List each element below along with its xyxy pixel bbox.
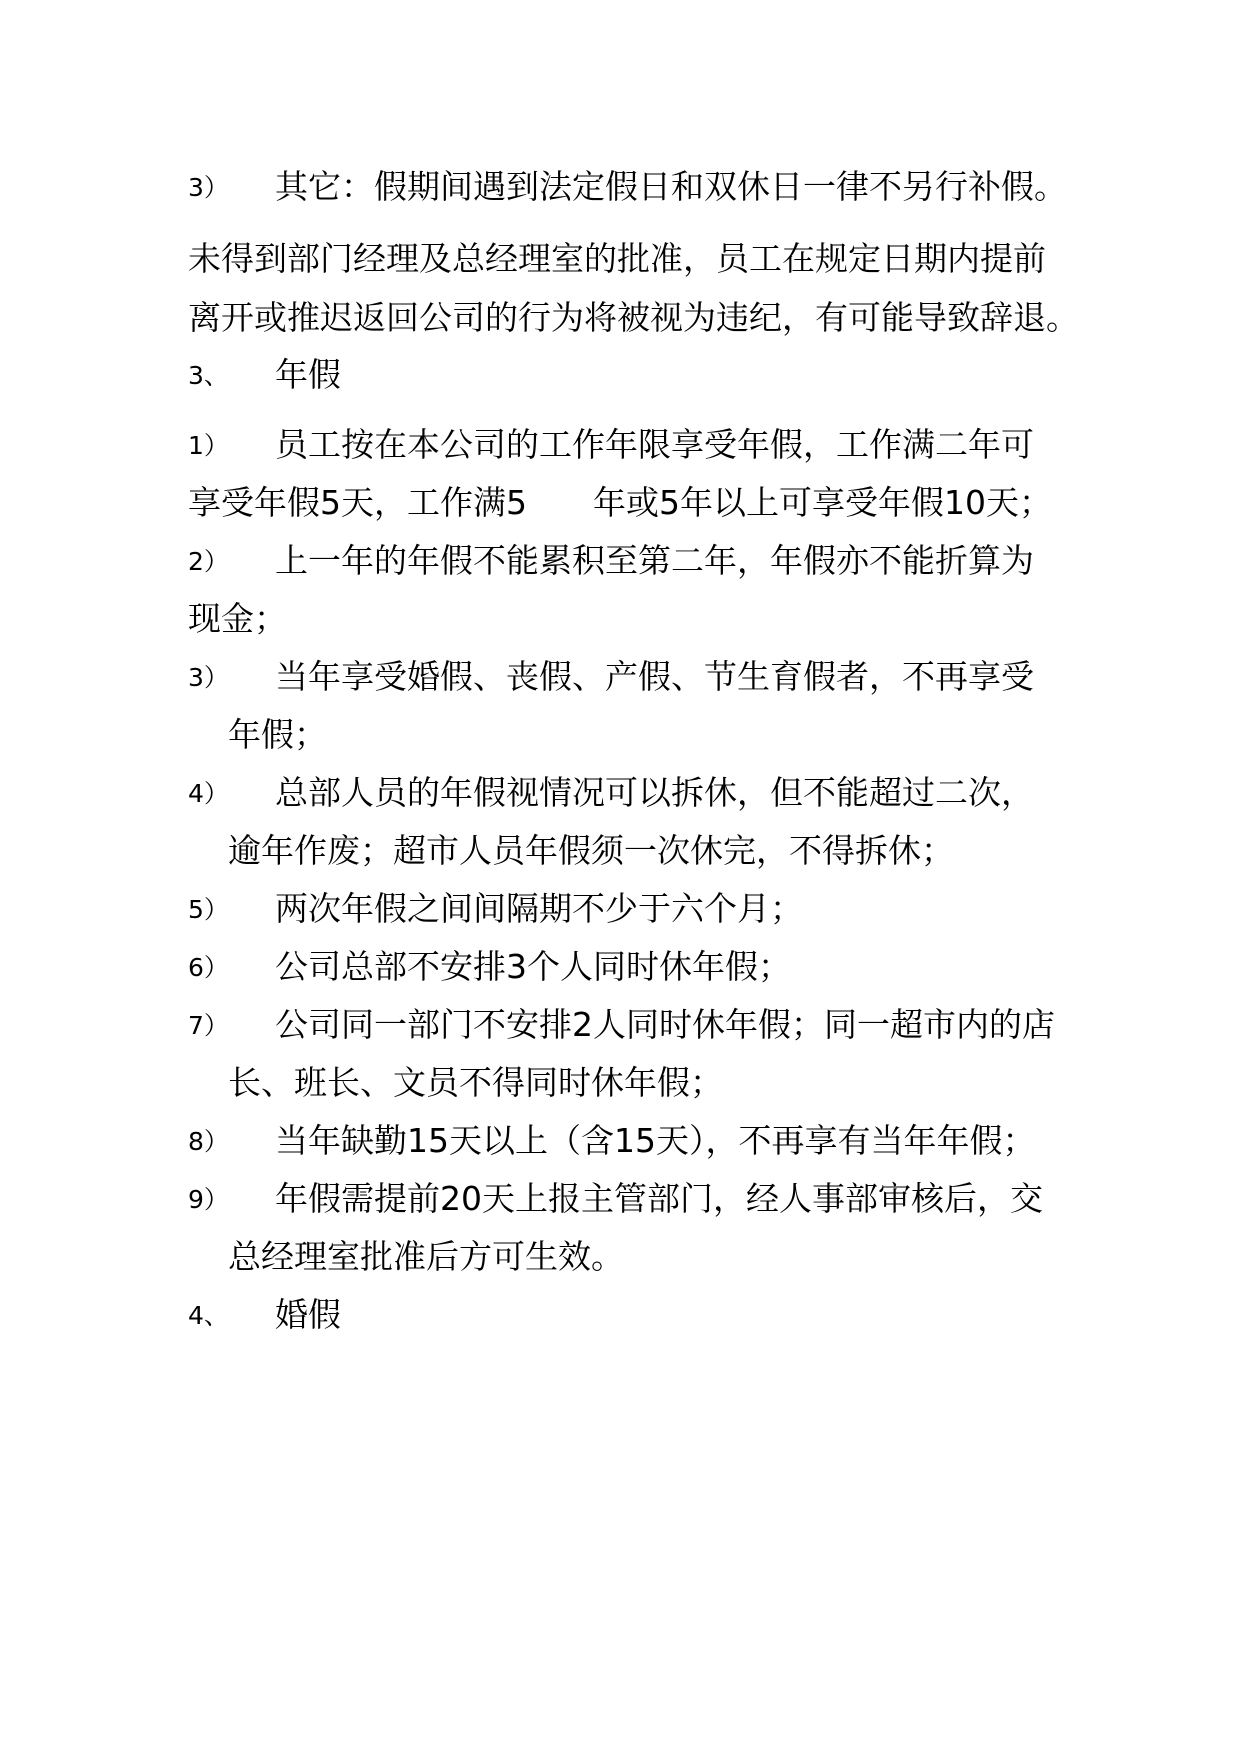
list-number: 1）: [188, 431, 229, 460]
list-number: 6）: [188, 953, 229, 982]
list-number: 3）: [188, 663, 229, 692]
list-item-text: 两次年假之间间隔期不少于六个月；: [275, 889, 803, 928]
list-item-continuation: 享受年假5天，工作满5 年或5年以上可享受年假10天；: [188, 483, 1052, 522]
list-number: 3）: [188, 173, 229, 202]
list-number: 7）: [188, 1011, 229, 1040]
section-heading: 年假: [275, 355, 341, 394]
list-item-text: 公司总部不安排3个人同时休年假；: [275, 947, 791, 986]
list-item-continuation: 长、班长、文员不得同时休年假；: [228, 1063, 723, 1102]
list-item-continuation: 总经理室批准后方可生效。: [228, 1237, 624, 1276]
list-item-text: 员工按在本公司的工作年限享受年假，工作满二年可: [275, 425, 1034, 464]
paragraph-line: 未得到部门经理及总经理室的批准，员工在规定日期内提前: [188, 239, 1046, 278]
list-item-text: 上一年的年假不能累积至第二年，年假亦不能折算为: [275, 541, 1034, 580]
list-number: 5）: [188, 895, 229, 924]
list-item-text: 年假需提前20天上报主管部门，经人事部审核后，交: [275, 1179, 1043, 1218]
list-item-text: 当年缺勤15天以上（含15天），不再享有当年年假；: [275, 1121, 1036, 1160]
list-number: 9）: [188, 1185, 229, 1214]
section-number: 4、: [188, 1301, 229, 1330]
list-item-text: 当年享受婚假、丧假、产假、节生育假者，不再享受: [275, 657, 1034, 696]
list-item-text: 公司同一部门不安排2人同时休年假；同一超市内的店: [275, 1005, 1055, 1044]
list-item-continuation: 现金；: [188, 599, 287, 638]
section-heading: 婚假: [275, 1295, 341, 1334]
paragraph-line: 离开或推迟返回公司的行为将被视为违纪，有可能导致辞退。: [188, 298, 1079, 337]
list-item-text: 其它：假期间遇到法定假日和双休日一律不另行补假。: [275, 167, 1067, 206]
list-item-text: 总部人员的年假视情况可以拆休，但不能超过二次，: [275, 773, 1034, 812]
list-number: 8）: [188, 1127, 229, 1156]
section-number: 3、: [188, 361, 229, 390]
list-item-continuation: 逾年作废；超市人员年假须一次休完，不得拆休；: [228, 831, 954, 870]
list-number: 4）: [188, 779, 229, 808]
list-number: 2）: [188, 547, 229, 576]
list-item-continuation: 年假；: [228, 715, 327, 754]
